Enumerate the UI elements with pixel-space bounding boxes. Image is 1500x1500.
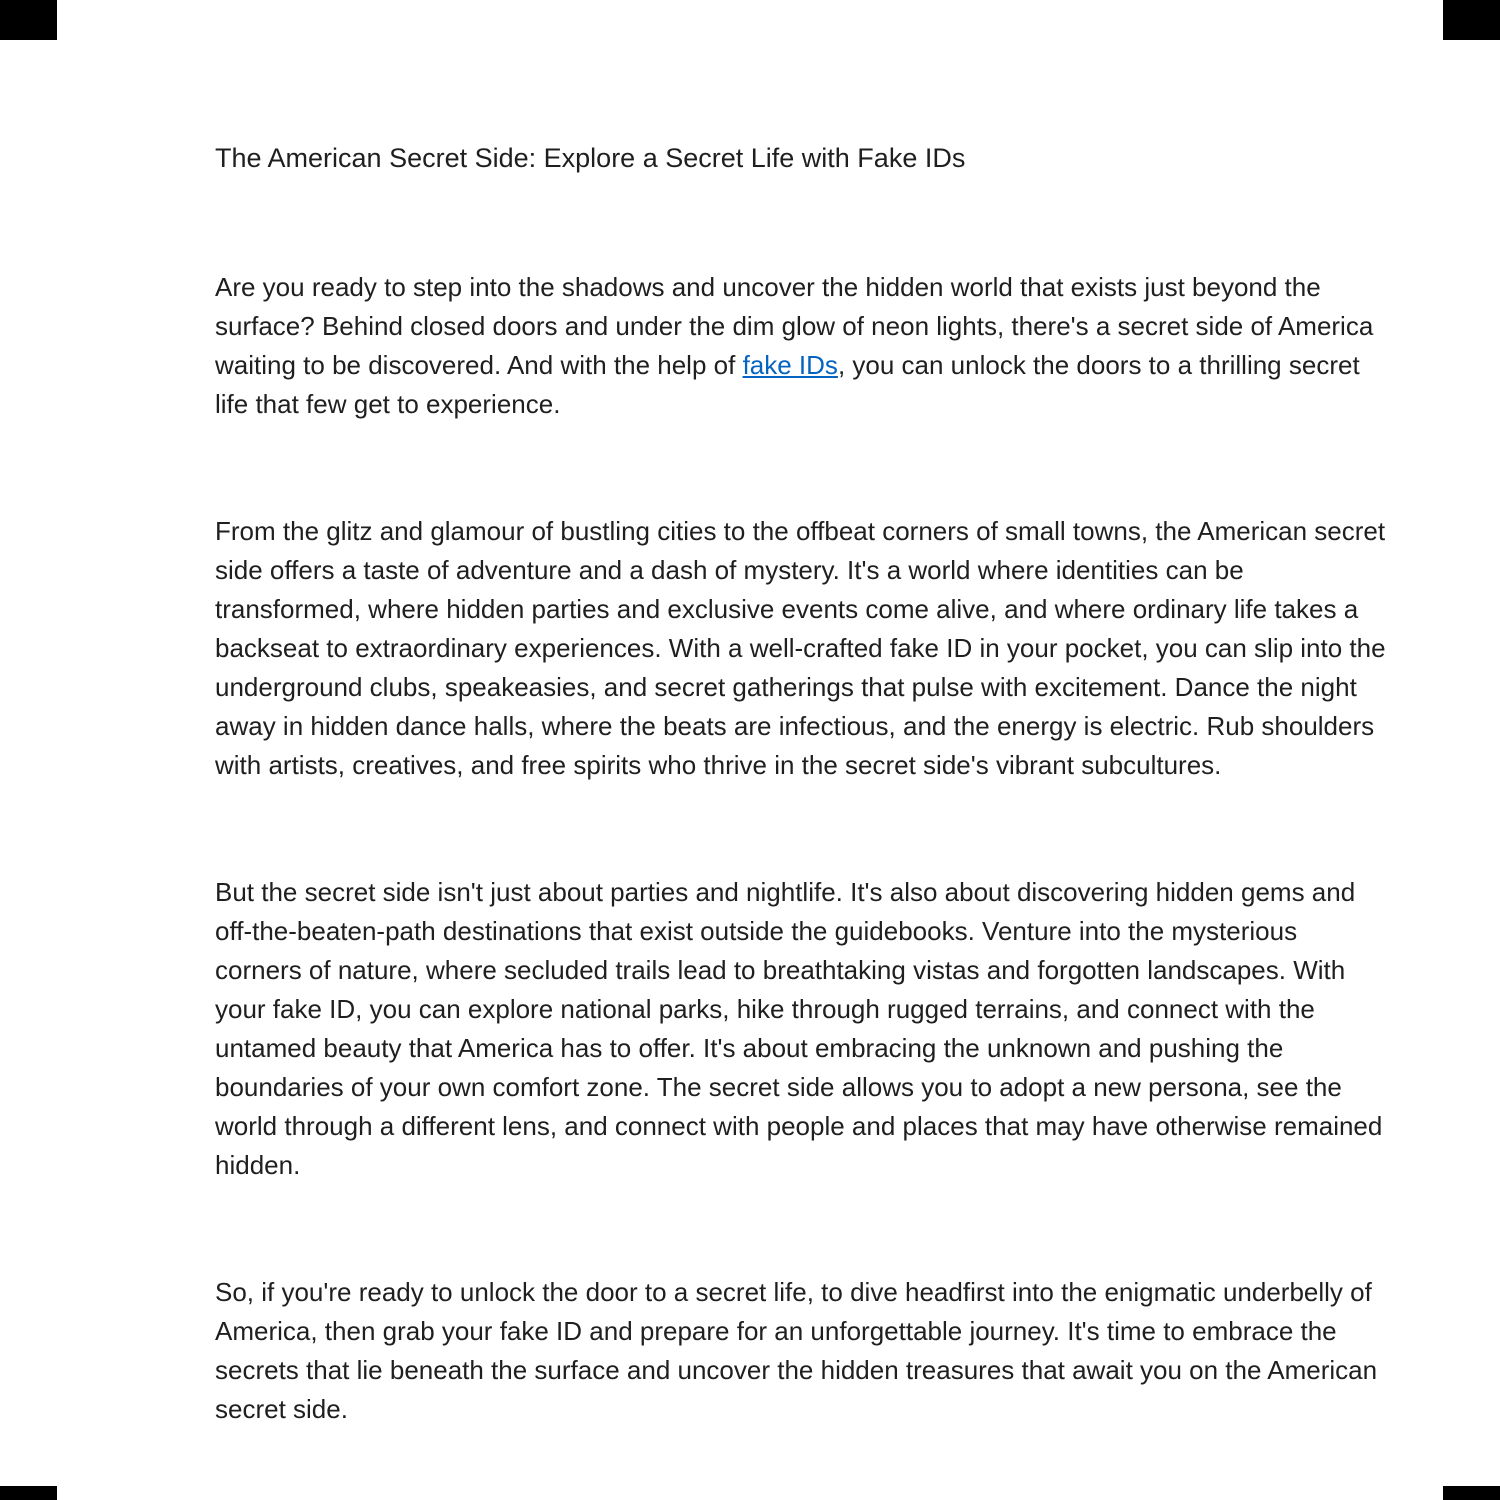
viewer-background-corner-bottom-left — [0, 1486, 57, 1500]
viewer-background-corner-top-left — [0, 0, 57, 40]
paragraph-hidden-gems: But the secret side isn't just about parties and nightlife. It's also about discovering hidden gems and off-the-beaten-path destinations that exist outside the guidebooks. Venture into the mysterious corners of nature, where secluded trails lead to breathtaking vistas and forgotten landscapes. With your fake ID, you can explore national parks, hike through rugged terrains, and connect with the untamed beauty that America has to offer. It's about embracing the unknown and pushing the boundaries of your own comfort zone. The secret side allows you to adopt a new persona, see the world through a different lens, and connect with people and places that may have otherwise remained hidden. — [215, 877, 1383, 1180]
viewer-background-corner-bottom-right — [1443, 1486, 1500, 1500]
viewer-background-corner-top-right — [1443, 0, 1500, 40]
paragraph-intro — [215, 268, 1388, 424]
document-title: The American Secret Side: Explore a Secret Life with Fake IDs — [215, 143, 966, 173]
paragraph-nightlife: From the glitz and glamour of bustling cities to the offbeat corners of small towns, the American secret side offers a taste of adventure and a dash of mystery. It's a world where identities can be transformed, where hidden parties and exclusive events come alive, and where ordinary life takes a backseat to extraordinary experiences. With a well-crafted fake ID in your pocket, you can slip into the underground clubs, speakeasies, and secret gatherings that pulse with excitement. Dance the night away in hidden dance halls, where the beats are infectious, and the energy is electric. Rub shoulders with artists, creatives, and free spirits who thrive in the secret side's vibrant subcultures. — [215, 516, 1386, 780]
paragraph-intro-text-after-link: , you can unlock the doors to a thrilling secret life that few get to experience. — [215, 350, 1360, 419]
paragraph-intro-text-before-link: Are you ready to step into the shadows and uncover the hidden world that exists just beyond the surface? Behind closed doors and under the dim glow of neon lights, there's a secret side of America waiting to be discovered. And with the help of — [215, 272, 1374, 380]
fake-ids-link[interactable]: fake IDs — [742, 350, 838, 380]
paragraph-conclusion: So, if you're ready to unlock the door to a secret life, to dive headfirst into the enigmatic underbelly of America, then grab your fake ID and prepare for an unforgettable journey. It's time to embrace the secrets that lie beneath the surface and uncover the hidden treasures that await you on the American secret side. — [215, 1277, 1378, 1424]
